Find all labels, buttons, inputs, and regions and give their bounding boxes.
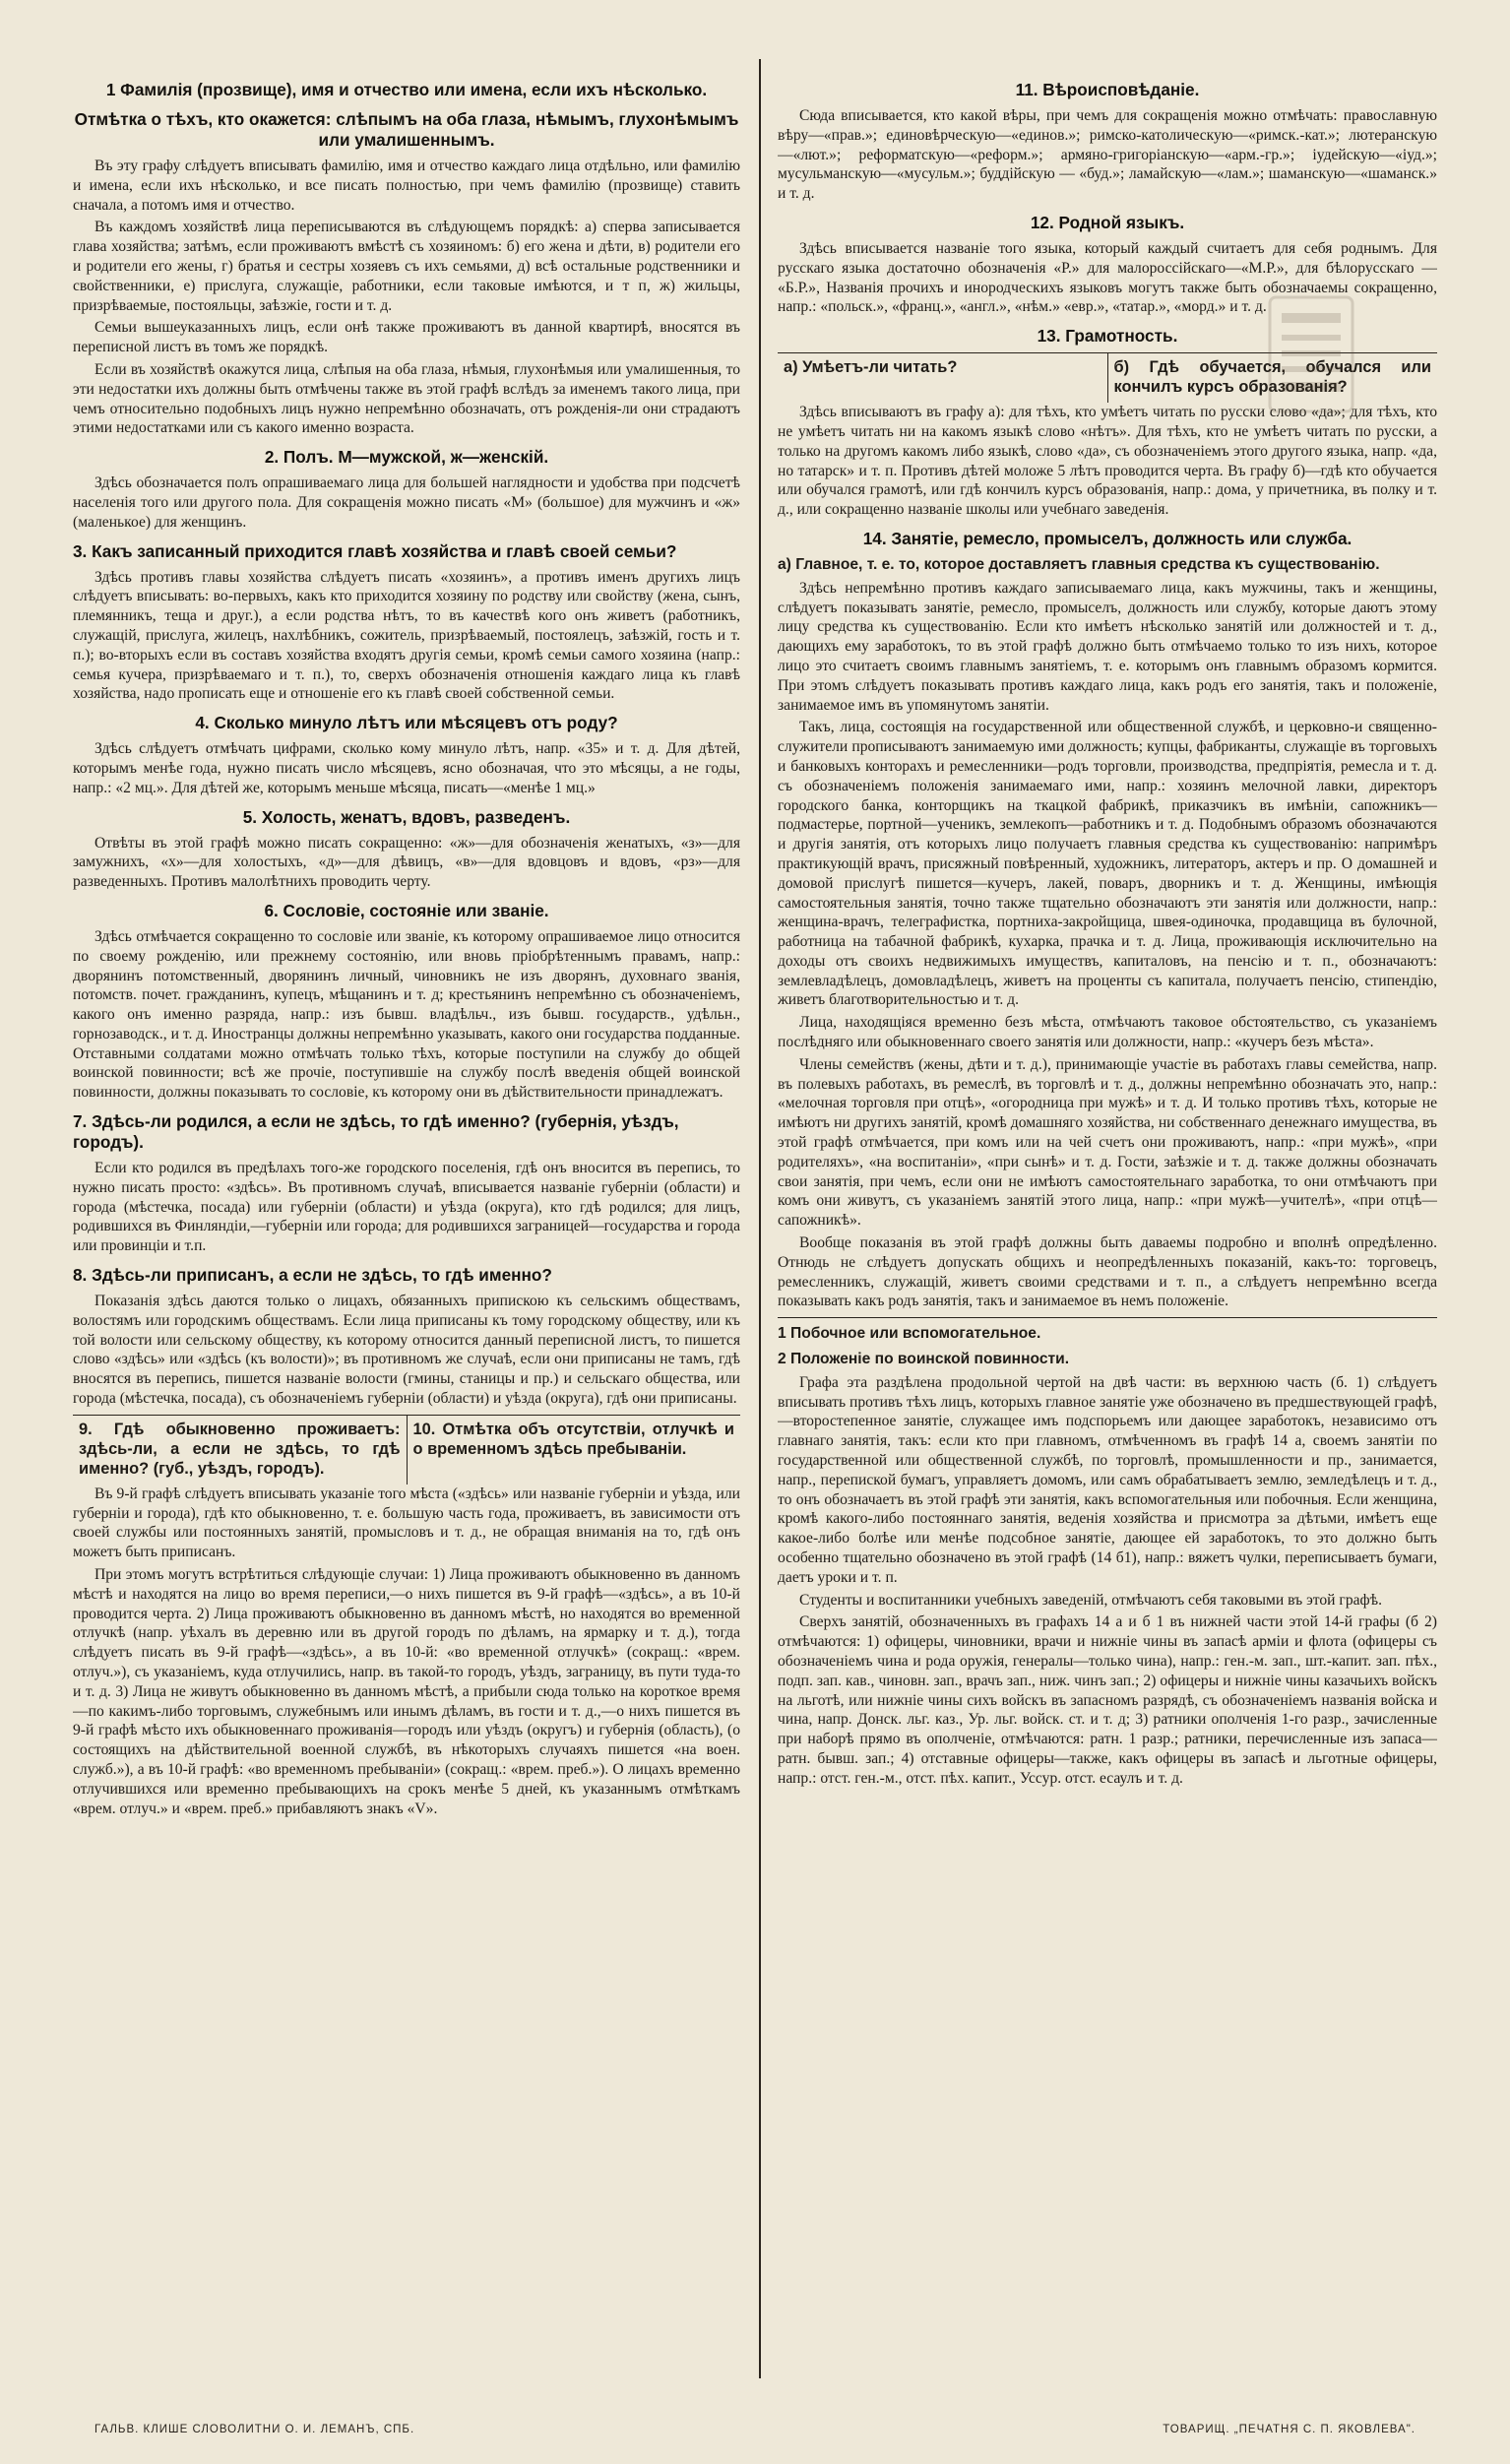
q14-paragraph-2: Такъ, лица, состоящія на государственной или общественной службѣ, и церковно-и священно-служители прописываютъ занимаемую ими должность; купцы, фабриканты, служащіе въ торговыхъ и банковыхъ конторахъ и ремесленники—родъ торговли, производства, предпріятія, ремесла и т. д. съ обозначеніемъ положенія занимаемаго ими, напр.: хозяинъ мелочной лавки, директоръ городского банка, конторщикъ на ткацкой фабрикѣ, приказчикъ въ имѣніи, сапожникъ—подмастерье, портной—ученикъ, землекопъ—работникъ и т. д. Подобнымъ образомъ обозначаются и другія занятія, отъ которыхъ лицо получаетъ главныя средства къ существованію: напримѣръ практикующій врачъ, присяжный повѣренный, художникъ, литераторъ, актеръ и пр. О домашней и домовой прислугѣ пишется—кучеръ, лакей, поваръ, дворникъ и т. д. Женщины, имѣющія самостоятельныя занятія, точно также тщательно обозначаютъ эти занятія или должности, напр.: женщина-врачъ, телеграфистка, портниха-закройщица, швея-одиночка, продавщица въ булочной, работница на табачной фабрикѣ, кухарка, прачка и т. д. Лица, проживающія исключительно на доходы отъ своихъ недвижимыхъ имуществъ, капиталовъ, на пенсію и т. п., обозначаютъ: землевладѣлецъ, домовладѣлецъ, живетъ на проценты съ капитала, получаетъ пенсію, стипендію, живетъ благотворительностью и т. д. [778, 719, 1437, 1009]
q9-title: 9. Гдѣ обыкновенно проживаетъ: здѣсь-ли, а если не здѣсь, то гдѣ именно? (губ., уѣздъ, городъ). [79, 1420, 401, 1478]
q1-paragraph-2: Въ каждомъ хозяйствѣ лица переписываются въ слѣдующемъ порядкѣ: а) сперва записывается глава хозяйства; затѣмъ, если проживаютъ вмѣстѣ съ хозяиномъ: б) его жена и дѣти, в) родители его и родители его жены, г) братья и сестры хозяевъ съ ихъ семьями, д) всѣ остальные родственники и свойственники, е) прислуга, служащіе, работники, если таковые имѣются, и т п, ж) жильцы, призрѣваемые, постояльцы, заѣзжіе, гости и т. д. [73, 219, 740, 314]
q7-title: 7. Здѣсь-ли родился, а если не здѣсь, то гдѣ именно? (губернія, уѣздъ, городъ). [73, 1111, 679, 1153]
q1-title: 1 Фамилія (прозвище), имя и отчество или имена, если ихъ нѣсколько. [105, 80, 708, 99]
q13-subheader-a: а) Умѣетъ-ли читать? [784, 358, 958, 377]
q14-paragraph-6: Графа эта раздѣлена продольной чертой на двѣ части: въ верхнюю часть (б. 1) слѣдуетъ вписывать противъ тѣхъ лицъ, которыхъ главное занятіе уже обозначено въ предшествующей графѣ,—второстепенное занятіе, служащее имъ подспорьемъ или дающее заработокъ, независимо отъ главнаго занятія, такъ: если кто при главномъ, отмѣченномъ въ графѣ 14 а, своемъ занятіи по государственной или общественной службѣ, по торговлѣ, промышленности и пр., занимается, напр., перепиской бумагъ, управляетъ домомъ, или самъ обрабатываетъ землю, земледѣлецъ и т. д., то онъ обозначаетъ въ этой графѣ эти занятія, какъ вспомогательныя или побочныя. Если женщина, кромѣ какого-либо постояннаго занятія, веденія хозяйства и присмотра за дѣтьми, имѣетъ еще какое-либо болѣе или менѣе подсобное занятіе, дающее ей заработокъ, то это должно быть особенно тщательно обозначено въ этой графѣ (14 б1), напр.: вяжетъ чулки, переписываетъ бумаги, даетъ уроки и т. п. [778, 1373, 1437, 1586]
q11-paragraph-1: Сюда вписывается, кто какой вѣры, при чемъ для сокращенія можно отмѣчать: православную вѣру—«прав.»; единовѣрческую—«единов.»; римско-католическую—«римск.-кат.»; лютеранскую—«лют.»; реформатскую—«реформ.»; армяно-григоріанскую—«арм.-гр.»; іудейскую—«іуд.»; мусульманскую—«мусульм.»; буддійскую — «буд.»; ламайскую—«лам.»; шаманскую—«шаманск.» и т. д. [778, 107, 1437, 203]
section-b-rule [778, 1317, 1437, 1318]
q14-paragraph-8: Сверхъ занятій, обозначенныхъ въ графахъ 14 а и б 1 въ нижней части этой 14-й графы (б 2) отмѣчаются: 1) офицеры, чиновники, врачи и нижніе чины въ запасѣ арміи и флота (офицеры съ обозначеніемъ чина и рода оружія, генералы—только чина), напр.: ген.-м. зап., шт.-капит. зап. пѣх., подп. зап. кав., чиновн. зап., врачъ зап., ниж. чинъ зап.; 2) офицеры и нижніе чины казачьихъ войскъ на льготѣ, или нижніе чины сихъ войскъ въ запасномъ разрядѣ, съ обозначеніемъ названія войска и чина, напр. Донск. льг. каз., Ур. льг. войск. ст. и т. д; 3) ратники ополченія 1-го разр., зачисленные при наборѣ прямо въ ополченіе, отмѣчаются: ратн. 1 разр.; ратники, перечисленные изъ запаса—ратн. бывш. зап.; 4) отставные офицеры—также, какъ офицеры въ запасѣ и льготные офицеры, напр.: отст. ген.-м., отст. пѣх. капит., Уссур. отст. есаулъ и т. д. [778, 1613, 1437, 1787]
left-column [73, 71, 740, 2432]
right-column [778, 71, 1437, 2432]
q14-subheader-b1: 1 Побочное или вспомогательное. [778, 1325, 1041, 1343]
q12-paragraph-1: Здѣсь вписывается названіе того языка, который каждый считаетъ для себя роднымъ. Для русскаго языка достаточно обозначенія «Р.» для малороссійскаго—«М.Р.», для бѣлорусскаго — «Б.Р.», Названія прочихъ и инородческихъ языковъ могутъ также быть обозначаемы сокращенно, напр.: «польск.», «франц.», «англ.», «нѣм.» «евр.», «татар.», «морд.» и т. д. [778, 239, 1437, 316]
q14-paragraph-7: Студенты и воспитанники учебныхъ заведеній, отмѣчаютъ себя таковыми въ этой графѣ. [799, 1591, 1383, 1609]
q1-paragraph-4: Если въ хозяйствѣ окажутся лица, слѣпыя на оба глаза, нѣмыя, глухонѣмыя или умалишенныя, то эти недостатки ихъ должны быть отмѣчены также въ этой графѣ вслѣдъ за именемъ такого лица, при чемъ относительно подобныхъ лицъ нужно непремѣнно обозначать, отъ рожденія-ли они страдаютъ этими недостатками или съ какого именно возраста. [73, 360, 740, 437]
q9-paragraph-1: Въ 9-й графѣ слѣдуетъ вписывать указаніе того мѣста («здѣсь» или названіе губерніи и уѣзда, или губерніи и города), гдѣ кто обыкновенно, т. е. большую часть года, проживаетъ, въ зависимости отъ своей службы или постоянныхъ занятій, промысловъ и т. д., не обращая вниманія на то, гдѣ онъ можетъ быть приписанъ. [73, 1485, 740, 1561]
q4-title: 4. Сколько минуло лѣтъ или мѣсяцевъ отъ роду? [195, 713, 618, 733]
q4-paragraph-1: Здѣсь слѣдуетъ отмѣчать цифрами, сколько кому минуло лѣтъ, напр. «35» и т. д. Для дѣтей, которымъ менѣе года, нужно писать число мѣсяцевъ, ясно обозначая, что это мѣсяцы, а не годы, напр.: «2 мц.». Для дѣтей же, которымъ меньше мѣсяца, писать—«менѣе 1 мц.» [73, 740, 740, 796]
q9-q10-header [73, 1415, 740, 1485]
library-stamp-icon [1264, 291, 1358, 417]
q5-title: 5. Холость, женатъ, вдовъ, разведенъ. [242, 806, 571, 827]
q5-paragraph-1: Отвѣты въ этой графѣ можно писать сокращенно: «ж»—для обозначенія женатыхъ, «з»—для замужнихъ, «х»—для холостыхъ, «д»—для дѣвицъ, «в»—для вдовцовъ и вдовъ, «рз»—для разведенныхъ. Противъ малолѣтнихъ проводить черту. [73, 834, 740, 891]
q12-title: 12. Родной языкъ. [1030, 212, 1185, 232]
q14-paragraph-3: Лица, находящіяся временно безъ мѣста, отмѣчаютъ таковое обстоятельство, съ указаніемъ послѣдняго или обыкновеннаго своего занятія или должности, напр.: «кучеръ безъ мѣста». [778, 1014, 1437, 1051]
q14-subheader-b2: 2 Положеніе по воинской повинности. [778, 1351, 1070, 1368]
column-divider [759, 59, 761, 2378]
footer-printer-right: ТОВАРИЩ. „ПЕЧАТНЯ С. П. ЯКОВЛЕВА". [1163, 2424, 1416, 2435]
q14-title: 14. Занятіе, ремесло, промыселъ, должность или служба. [862, 528, 1353, 548]
q14-paragraph-1: Здѣсь непремѣнно противъ каждаго записываемаго лица, какъ мужчины, такъ и женщины, слѣдуетъ показывать занятіе, ремесло, промыселъ, должность или службу, которые даютъ этому лицу средства къ существованію. Если кто имѣетъ нѣсколько занятій или должностей и т. д., дающихъ ему заработокъ, то въ этой графѣ должно быть отмѣчаемо только то изъ нихъ, которое лицо это считаетъ своимъ главнымъ занятіемъ, т. е. которымъ онъ главнымъ образомъ кормится. При этомъ слѣдуетъ показывать противъ каждаго лица, какъ родъ его занятія, такъ и положеніе, занимаемое имъ въ упомянутомъ занятіи. [778, 579, 1437, 714]
q1-paragraph-1: Въ эту графу слѣдуетъ вписывать фамилію, имя и отчество каждаго лица отдѣльно, или фамилію и имена, если ихъ нѣсколько, и все писать полностью, при чемъ фамилію (прозвище) ставить сначала, а потомъ имя и отчество. [73, 158, 740, 214]
q9-paragraph-2: При этомъ могутъ встрѣтиться слѣдующіе случаи: 1) Лица проживаютъ обыкновенно въ данномъ мѣстѣ и находятся на лицо во время переписи,—о нихъ пишется въ 9-й графѣ—«здѣсь», а въ 10-й проводится черта. 2) Лица проживаютъ обыкновенно въ данномъ мѣстѣ, но находятся во временной отлучкѣ (напр. уѣхалъ въ деревню или въ другой городъ по дѣламъ, на ярмарку и т. д.), тогда слѣдуетъ писать въ 9-й графѣ—«здѣсь», а въ 10-й: «во временной отлучкѣ» (сокращ.: «врем. отлуч.»), съ указаніемъ, куда отлучились, напр. въ такой-то городъ, уѣздъ, заграницу, въ пути туда-то и т. д. 3) Лица не живутъ обыкновенно въ данномъ мѣстѣ, а прибыли сюда только на короткое время—по какимъ-либо торговымъ, служебнымъ или инымъ дѣламъ, въ гости и т. д.,—о нихъ пишется въ 9-й графѣ мѣсто ихъ обыкновеннаго проживанія—городъ или уѣздъ (округъ) и губернія (область), (о состоящихъ на дѣйствительной военной службѣ, въ нѣкоторыхъ случаяхъ пишется «на воен. служб.»), а въ 10-й графѣ: «во временномъ пребываніи» (сокращ.: «врем. преб.»). О лицахъ временно отлучившихся или временно пребывающихъ на срокъ менѣе 5 дней, къ указаннымъ отмѣткамъ «врем. отлуч.» и «врем. преб.» прибавляютъ знакъ «V». [73, 1566, 740, 1817]
q13-paragraph-1: Здѣсь вписываютъ въ графу а): для тѣхъ, кто умѣетъ читать по русски слово «да»; для тѣхъ, кто не умѣетъ читать ни на какомъ языкѣ слово «нѣтъ». Для тѣхъ, кто не умѣетъ читать по русски, а только на другомъ какомъ либо языкѣ, слово «да», съ обозначеніемъ этого другого языка, напр. «да, но татарск» и т. п. Противъ дѣтей моложе 5 лѣтъ проводится черта. Въ графу б)—гдѣ кто обучается или обучался грамотѣ, или гдѣ кончилъ курсъ образованія, напр.: дома, у причетника, въ полку и т. д., или сокращенно названіе школы или учебнаго заведенія. [778, 404, 1437, 519]
q14-paragraph-4: Члены семействъ (жены, дѣти и т. д.), принимающіе участіе въ работахъ главы семейства, напр. въ полевыхъ работахъ, въ ремеслѣ, въ торговлѣ и т. д., должны непремѣнно обозначать это, напр.: «мелочная торговля при отцѣ», «огородница при мужѣ» и т. д. И только противъ тѣхъ, которые не имѣютъ ни другихъ занятій, кромѣ домашняго хозяйства, ни собственнаго денежнаго имущества, въ этой графѣ отмѣчается, при комъ или на чей счетъ они проживаютъ, напр.: «при мужѣ», «при родителяхъ», «на воспитаніи», «при сынѣ» и т. д. Гости, заѣзжіе и т. д. также должны обозначать свои занятія, при чемъ, если они не имѣютъ самостоятельнаго заработка, то они отмѣчаютъ при комъ они живутъ, съ указаніемъ занятій этого лица, напр.: «при мужѣ—учителѣ», «при отцѣ—сапожникѣ». [778, 1055, 1437, 1230]
footer-printer-left: ГАЛЬВ. КЛИШЕ СЛОВОЛИТНИ О. И. ЛЕМАНЪ, СПБ. [94, 2424, 415, 2435]
q6-title: 6. Сословіе, состояніе или званіе. [264, 900, 549, 920]
q11-title: 11. Вѣроисповѣданіе. [1015, 80, 1200, 99]
q3-paragraph-1: Здѣсь противъ главы хозяйства слѣдуетъ писать «хозяинъ», а противъ именъ другихъ лицъ слѣдуетъ вписывать: во-первыхъ, какъ кто приходится хозяину по родству или свойству (жена, сынъ, племянникъ, теща и друг.), а если родства нѣтъ, то въ качествѣ кого онъ живетъ (работникъ, служащій, прислуга, жилецъ, нахлѣбникъ, сожитель, призрѣваемый, постоялецъ, заѣзжій, гость и т. п.); во-вторыхъ если въ составъ хозяйства входятъ другія семьи, кромѣ семьи самого хозяина (напр.: семья кучера, призрѣваемаго и т. п.), то, сверхъ обозначенія отношенія каждаго лица къ главѣ хозяйства, надо прописать еще и отношеніе его къ главѣ своей собственной семьи. [73, 568, 740, 703]
q6-paragraph-1: Здѣсь отмѣчается сокращенно то сословіе или званіе, къ которому опрашиваемое лицо относится по своему рожденію, или прежнему состоянію, или вновь пріобрѣтеннымъ правамъ, напр.: дворянинъ потомственный, дворянинъ личный, чиновникъ не изъ дворянъ, духовнаго званія, потомств. почет. гражданинъ, купецъ, мѣщанинъ и т. д; крестьянинъ непремѣнно съ обозначеніемъ, какого онъ именно разряда, напр.: изъ бывш. владѣльч., изъ бывш. государств., удѣльн., горнозаводск., и т. д. Иностранцы должны непремѣнно указывать, какого они государства подданные. Отставными солдатами можно отмѣчать только тѣхъ, которые поступили на службу до общей воинской повинности; всѣ же прочіе, поступившіе на службу послѣ введенія общей воинской повинности, должны показывать то сословіе, къ которому они въ дѣйствительности принадлежатъ. [73, 927, 740, 1102]
q3-title: 3. Какъ записанный приходится главѣ хозяйства и главѣ своей семьи? [73, 540, 677, 561]
q13-subheader-b: б) Гдѣ обучается, обучался или кончилъ курсъ образованія? [1107, 353, 1438, 403]
q2-title: 2. Полъ. М—мужской, ж—женскій. [264, 447, 549, 468]
q13-title: 13. Грамотность. [1037, 326, 1178, 347]
q14-paragraph-5: Вообще показанія въ этой графѣ должны быть даваемы подробно и вполнѣ опредѣленно. Отнюдь не слѣдуетъ допускать общихъ и неопредѣленныхъ показаній, какъ-то: торговецъ, ремесленникъ, служащій, живетъ своими средствами и т. п., а слѣдуетъ непремѣнно всегда показывать какъ родъ занятія, такъ и занимаемое въ немъ положеніе. [778, 1234, 1437, 1310]
q1-paragraph-3: Семьи вышеуказанныхъ лицъ, если онѣ также проживаютъ въ данной квартирѣ, вносятся въ переписной листъ въ томъ же порядкѣ. [73, 319, 740, 356]
q8-title: 8. Здѣсь-ли приписанъ, а если не здѣсь, то гдѣ именно? [73, 1265, 552, 1286]
q14-subheader-a: а) Главное, т. е. то, которое доставляетъ главныя средства къ существованію. [778, 555, 1380, 573]
q8-paragraph-1: Показанія здѣсь даются только о лицахъ, обязанныхъ припискою къ сельскимъ обществамъ, волостямъ или городскимъ обществамъ. Если лица приписаны къ тому городскому обществу, или къ той волости или сельскому обществу, къ которому относится данный переписной листъ, то пишется слово «здѣсь» или «здѣсь (къ волости)»; въ противномъ же случаѣ, если они приписаны не тамъ, гдѣ вносятся въ перепись, пишется названіе волости (гмины, станицы и пр.) и сельскаго общества, или города (мѣстечка, посада), съ обозначеніемъ губерніи (области) и уѣзда (округа), гдѣ они приписаны. [73, 1293, 740, 1408]
q10-title: 10. Отмѣтка объ отсутствіи, отлучкѣ и о временномъ здѣсь пребываніи. [407, 1416, 741, 1485]
q2-paragraph-1: Здѣсь обозначается полъ опрашиваемаго лица для большей наглядности и удобства при подсчетѣ населенія того или другого пола. Для сокращенія можно писать «М» (большое) для мужчинъ и «ж» (маленькое) для женщинъ. [73, 474, 740, 531]
q1-subtitle: Отмѣтка о тѣхъ, кто окажется: слѣпымъ на оба глаза, нѣмымъ, глухонѣмымъ или умалишеннымъ. [74, 109, 739, 150]
q7-paragraph-1: Если кто родился въ предѣлахъ того-же городского поселенія, гдѣ онъ вносится въ перепись, то нужно писать просто: «здѣсь». Въ противномъ случаѣ, вписывается названіе губерніи (области) и города (мѣстечка, посада) или губерніи (области) и уѣзда (округа), кто гдѣ родился; для лицъ, родившихся въ Финляндіи,—губерніи или города; для родившихся заграницей—государства и города или провинціи и т.п. [73, 1160, 740, 1255]
